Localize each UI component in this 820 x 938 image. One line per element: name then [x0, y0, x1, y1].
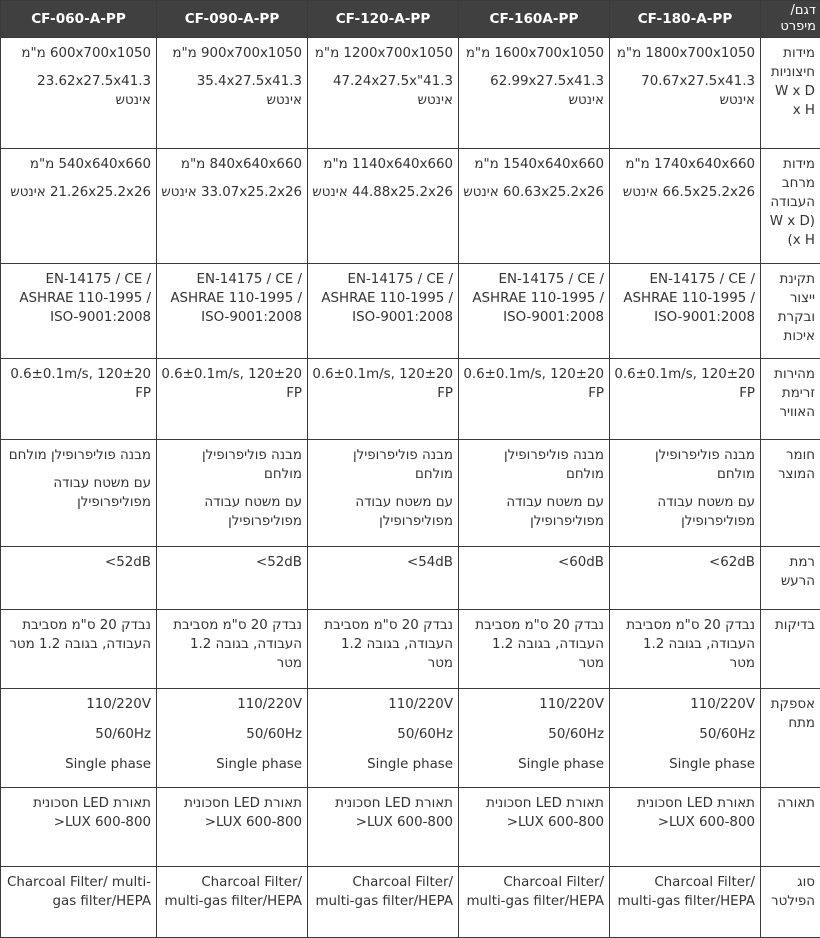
row-power-supply — [1, 689, 820, 788]
row-label: חומר המוצר — [761, 440, 820, 547]
spec-cell: Charcoal Filter/ multi-gas filter/HEPA — [610, 867, 761, 938]
row-tests — [1, 610, 820, 689]
row-label: תקינת ייצור ובקרת איכות — [761, 264, 820, 359]
spec-cell: EN-14175 / CE / ASHRAE 110-1995 / ISO-9001:2008 — [308, 264, 459, 359]
spec-cell: נבדק 20 ס"מ מסביבת העבודה, בגובה 1.2 מטר — [308, 610, 459, 689]
spec-cell: 60dB> — [459, 547, 610, 610]
row-label: אספקת מתח — [761, 689, 820, 788]
spec-cell: נבדק 20 ס"מ מסביבת העבודה, בגובה 1.2 מטר — [610, 610, 761, 689]
row-label: סוג הפילטר — [761, 867, 820, 938]
spec-cell: מבנה פוליפרופילן מולחם עם משטח עבודה מפוליפרופילן — [308, 440, 459, 547]
spec-cell: 110/220V 50/60Hz Single phase — [308, 689, 459, 788]
spec-cell: 900x700x1050 מ"מ 35.4x27.5x41.3 אינטש — [157, 38, 308, 149]
row-airflow — [1, 359, 820, 440]
row-workspace-dimensions — [1, 149, 820, 264]
spec-cell: Charcoal Filter/ multi-gas filter/HEPA — [1, 867, 157, 938]
spec-cell: 0.6±0.1m/s, 120±20 FP — [459, 359, 610, 440]
spec-cell: EN-14175 / CE / ASHRAE 110-1995 / ISO-9001:2008 — [610, 264, 761, 359]
row-noise — [1, 547, 820, 610]
spec-cell: 1600x700x1050 מ"מ 62.99x27.5x41.3 אינטש — [459, 38, 610, 149]
row-lighting — [1, 788, 820, 867]
spec-cell: 1540x640x660 מ"מ 60.63x25.2x26 אינטש — [459, 149, 610, 264]
row-label: מהירות זרימת האוויר — [761, 359, 820, 440]
model-header: CF-160A-PP — [459, 1, 610, 38]
spec-cell: 0.6±0.1m/s, 120±20 FP — [157, 359, 308, 440]
spec-cell: תאורת LED חסכונית LUX 600-800< — [1, 788, 157, 867]
spec-cell: 52dB> — [1, 547, 157, 610]
spec-cell: תאורת LED חסכונית LUX 600-800< — [308, 788, 459, 867]
spec-cell: Charcoal Filter/ multi-gas filter/HEPA — [308, 867, 459, 938]
spec-cell: 1140x640x660 מ"מ 44.88x25.2x26 אינטש — [308, 149, 459, 264]
row-label: רמת הרעש — [761, 547, 820, 610]
row-standards — [1, 264, 820, 359]
row-filter-type — [1, 867, 820, 938]
model-header: CF-120-A-PP — [308, 1, 459, 38]
spec-cell: 62dB> — [610, 547, 761, 610]
row-label: מידות חיצוניות W x D x H — [761, 38, 820, 149]
spec-cell: 840x640x660 מ"מ 33.07x25.2x26 אינטש — [157, 149, 308, 264]
spec-cell: נבדק 20 ס"מ מסביבת העבודה, בגובה 1.2 מטר — [157, 610, 308, 689]
spec-cell: מבנה פוליפרופילן מולחם עם משטח עבודה מפוליפרופילן — [1, 440, 157, 547]
spec-cell: 0.6±0.1m/s, 120±20 FP — [610, 359, 761, 440]
spec-cell: 110/220V 50/60Hz Single phase — [610, 689, 761, 788]
spec-cell: 600x700x1050 מ"מ 23.62x27.5x41.3 אינטש — [1, 38, 157, 149]
spec-cell: 0.6±0.1m/s, 120±20 FP — [308, 359, 459, 440]
model-header: CF-090-A-PP — [157, 1, 308, 38]
spec-cell: 110/220V 50/60Hz Single phase — [157, 689, 308, 788]
spec-cell: 0.6±0.1m/s, 120±20 FP — [1, 359, 157, 440]
spec-cell: נבדק 20 ס"מ מסביבת העבודה, בגובה 1.2 מטר — [1, 610, 157, 689]
spec-cell: תאורת LED חסכונית LUX 600-800< — [157, 788, 308, 867]
spec-cell: Charcoal Filter/ multi-gas filter/HEPA — [157, 867, 308, 938]
spec-cell: 540x640x660 מ"מ 21.26x25.2x26 אינטש — [1, 149, 157, 264]
spec-cell: נבדק 20 ס"מ מסביבת העבודה, בגובה 1.2 מטר — [459, 610, 610, 689]
header-row — [1, 1, 820, 38]
spec-cell: 110/220V 50/60Hz Single phase — [1, 689, 157, 788]
spec-cell: EN-14175 / CE / ASHRAE 110-1995 / ISO-9001:2008 — [157, 264, 308, 359]
model-header: CF-060-A-PP — [1, 1, 157, 38]
row-material — [1, 440, 820, 547]
spec-cell: EN-14175 / CE / ASHRAE 110-1995 / ISO-9001:2008 — [1, 264, 157, 359]
row-label: בדיקות — [761, 610, 820, 689]
spec-cell: 1740x640x660 מ"מ 66.5x25.2x26 אינטש — [610, 149, 761, 264]
spec-cell: 1200x700x1050 מ"מ 47.24x27.5x"41.3 אינטש — [308, 38, 459, 149]
model-header: CF-180-A-PP — [610, 1, 761, 38]
spec-cell: תאורת LED חסכונית LUX 600-800< — [610, 788, 761, 867]
spec-header-label: דגם/ מיפרט — [761, 1, 820, 38]
row-label: תאורה — [761, 788, 820, 867]
row-external-dimensions — [1, 38, 820, 149]
spec-cell: Charcoal Filter/ multi-gas filter/HEPA — [459, 867, 610, 938]
spec-cell: 54dB> — [308, 547, 459, 610]
spec-cell: תאורת LED חסכונית LUX 600-800< — [459, 788, 610, 867]
spec-cell: מבנה פוליפרופילן מולחם עם משטח עבודה מפוליפרופילן — [610, 440, 761, 547]
spec-cell: 1800x700x1050 מ"מ 70.67x27.5x41.3 אינטש — [610, 38, 761, 149]
spec-cell: מבנה פוליפרופילן מולחם עם משטח עבודה מפוליפרופילן — [157, 440, 308, 547]
spec-cell: EN-14175 / CE / ASHRAE 110-1995 / ISO-9001:2008 — [459, 264, 610, 359]
spec-cell: מבנה פוליפרופילן מולחם עם משטח עבודה מפוליפרופילן — [459, 440, 610, 547]
row-label: מידות מרחב העבודה W x D) (x H — [761, 149, 820, 264]
spec-cell: 52dB> — [157, 547, 308, 610]
spec-cell: 110/220V 50/60Hz Single phase — [459, 689, 610, 788]
